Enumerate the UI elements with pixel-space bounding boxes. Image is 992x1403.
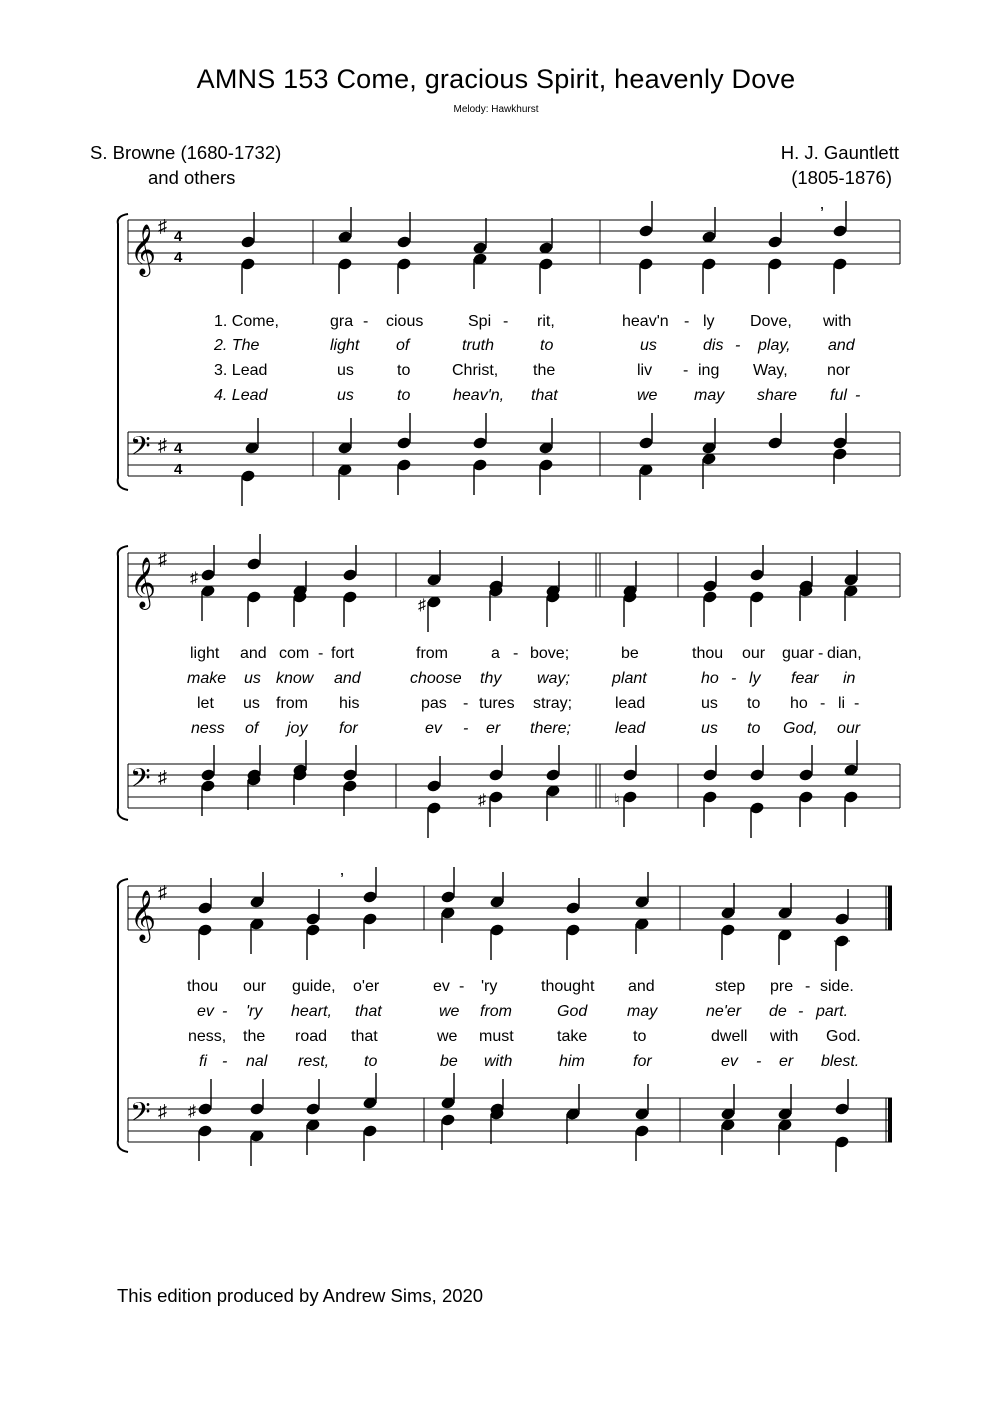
svg-text:ness,: ness,: [188, 1028, 227, 1045]
sharp-icon: ♯: [158, 549, 167, 569]
sharp-icon: ♯: [158, 435, 167, 455]
treble-clef-icon: 𝄞: [130, 224, 157, 275]
sharp-icon: ♯: [158, 767, 167, 787]
svg-text:thou: thou: [692, 645, 724, 662]
bass-clef-icon: 𝄢: [130, 430, 151, 468]
svg-text:'ry: 'ry: [246, 1003, 263, 1020]
svg-text:part.: part.: [816, 1003, 849, 1020]
svg-text:-: -: [683, 362, 689, 379]
svg-text:us: us: [243, 695, 260, 712]
bass-staff: [128, 764, 900, 808]
time-signature-bottom: 4: [174, 461, 183, 478]
svg-text:pre: pre: [770, 978, 794, 995]
svg-text:-: -: [756, 1053, 762, 1070]
svg-text:joy: joy: [287, 720, 308, 737]
svg-text:that: that: [531, 387, 558, 404]
svg-text:may: may: [627, 1003, 658, 1020]
svg-text:liv: liv: [637, 362, 653, 379]
svg-text:2. The: 2. The: [214, 337, 260, 354]
svg-text:tures: tures: [479, 695, 515, 712]
bass-staff: [128, 432, 900, 476]
svg-text:de: de: [769, 1003, 787, 1020]
svg-text:3. Lead: 3. Lead: [214, 362, 268, 379]
svg-text:guar: guar: [782, 645, 815, 662]
svg-text:4. Lead: 4. Lead: [214, 387, 268, 404]
sharp-icon: ♯: [158, 882, 167, 902]
svg-text:from: from: [416, 645, 448, 662]
svg-text:♯: ♯: [188, 1103, 196, 1120]
svg-text:-: -: [805, 978, 811, 995]
svg-text:-: -: [513, 645, 519, 662]
svg-text:nal: nal: [246, 1053, 268, 1070]
svg-text:of: of: [245, 720, 259, 737]
svg-text:♮: ♮: [614, 792, 620, 809]
bass-clef-icon: 𝄢: [130, 762, 151, 800]
svg-text:'ry: 'ry: [481, 978, 498, 995]
svg-text:li: li: [838, 695, 846, 712]
svg-text:-: -: [684, 313, 690, 330]
svg-text:ly: ly: [749, 670, 761, 687]
svg-text:-: -: [855, 387, 861, 404]
svg-text:guide,: guide,: [292, 978, 336, 995]
time-signature-top: 4: [174, 440, 183, 457]
svg-text:us: us: [701, 720, 718, 737]
verse-3-line-1: [214, 362, 851, 379]
verse-4-line-3: [199, 1053, 859, 1070]
svg-text:of: of: [396, 337, 410, 354]
svg-text:ev: ev: [433, 978, 450, 995]
svg-text:stray;: stray;: [533, 695, 573, 712]
svg-text:er: er: [779, 1053, 794, 1070]
grand-staff-brace: [118, 546, 128, 820]
music-system-2: [0, 538, 992, 828]
time-signature-bottom: 4: [174, 249, 183, 266]
svg-text:God,: God,: [783, 720, 818, 737]
grand-staff-brace: [118, 879, 128, 1152]
svg-text:-: -: [503, 313, 509, 330]
svg-text:our: our: [742, 645, 766, 662]
svg-text:us: us: [244, 670, 261, 687]
svg-text:dwell: dwell: [711, 1028, 748, 1045]
svg-text:and: and: [628, 978, 655, 995]
svg-text:in: in: [843, 670, 856, 687]
svg-text:dis: dis: [703, 337, 724, 354]
svg-text:God: God: [557, 1003, 588, 1020]
svg-text:-: -: [222, 1053, 228, 1070]
svg-text:pas: pas: [421, 695, 447, 712]
verse-1-line-3: [187, 978, 854, 995]
svg-text:way;: way;: [537, 670, 570, 687]
treble-staff: [128, 553, 900, 597]
svg-text:-: -: [820, 695, 826, 712]
svg-text:-: -: [854, 695, 860, 712]
svg-text:with: with: [484, 1053, 513, 1070]
svg-text:take: take: [557, 1028, 588, 1045]
bass-clef-icon: 𝄢: [130, 1096, 151, 1134]
hymn-title: AMNS 153 Come, gracious Spirit, heavenly Dove: [196, 64, 796, 94]
svg-text:that: that: [351, 1028, 378, 1045]
svg-text:may: may: [694, 387, 725, 404]
verse-1-line-1: [214, 313, 851, 330]
svg-text:and: and: [828, 337, 855, 354]
svg-text:ev: ev: [425, 720, 442, 737]
bass-staff: [128, 1098, 892, 1142]
svg-text:rest,: rest,: [298, 1053, 330, 1070]
svg-text:our: our: [837, 720, 861, 737]
svg-text:ho: ho: [790, 695, 808, 712]
svg-text:fear: fear: [791, 670, 819, 687]
sharp-icon: ♯: [158, 1101, 167, 1121]
svg-text:us: us: [337, 387, 354, 404]
melody-name: Melody: Hawkhurst: [453, 104, 539, 115]
words-author-others: and others: [148, 167, 236, 188]
svg-text:ing: ing: [698, 362, 720, 379]
svg-text:o'er: o'er: [353, 978, 380, 995]
svg-text:com: com: [279, 645, 310, 662]
svg-text:light: light: [190, 645, 220, 662]
svg-text:with: with: [770, 1028, 799, 1045]
svg-text:him: him: [559, 1053, 585, 1070]
svg-text:must: must: [479, 1028, 514, 1045]
svg-text:to: to: [397, 362, 411, 379]
svg-text:our: our: [243, 978, 267, 995]
verse-2-line-1: [213, 337, 856, 354]
svg-text:-: -: [735, 337, 741, 354]
svg-text:Spi: Spi: [468, 313, 492, 330]
svg-text:-: -: [463, 695, 469, 712]
verse-2-line-2: [187, 670, 856, 687]
svg-text:fort: fort: [331, 645, 355, 662]
svg-text:and: and: [334, 670, 361, 687]
svg-text:let: let: [197, 695, 214, 712]
svg-text:to: to: [540, 337, 554, 354]
svg-text:we: we: [439, 1003, 460, 1020]
svg-text:fi: fi: [199, 1053, 207, 1070]
svg-text:blest.: blest.: [821, 1053, 860, 1070]
svg-text:play,: play,: [758, 337, 791, 354]
svg-text:step: step: [715, 978, 746, 995]
svg-text:ho: ho: [701, 670, 719, 687]
svg-text:-: -: [818, 645, 824, 662]
svg-text:share: share: [757, 387, 798, 404]
bass-notes: [188, 1073, 849, 1172]
svg-text:ly: ly: [703, 313, 715, 330]
svg-text:♯: ♯: [418, 597, 426, 614]
svg-text:truth: truth: [462, 337, 495, 354]
svg-text:make: make: [187, 670, 227, 687]
svg-text:plant: plant: [612, 670, 647, 687]
svg-text:gra: gra: [330, 313, 354, 330]
svg-text:we: we: [437, 1028, 458, 1045]
words-author: S. Browne (1680-1732): [90, 142, 282, 163]
svg-text:thy: thy: [480, 670, 502, 687]
svg-text:to: to: [633, 1028, 647, 1045]
bass-notes: [201, 740, 858, 838]
bass-notes: [241, 413, 847, 506]
svg-text:ness: ness: [191, 720, 225, 737]
svg-text:road: road: [295, 1028, 328, 1045]
grand-staff-brace: [118, 214, 128, 490]
svg-text:we: we: [637, 387, 658, 404]
svg-text:for: for: [633, 1053, 652, 1070]
svg-text:us: us: [640, 337, 657, 354]
edition-credit: This edition produced by Andrew Sims, 2020: [117, 1285, 484, 1306]
treble-notes: [190, 534, 858, 632]
svg-text:ful: ful: [830, 387, 847, 404]
svg-text:that: that: [355, 1003, 382, 1020]
svg-text:-: -: [318, 645, 324, 662]
svg-text:lead: lead: [615, 720, 646, 737]
svg-text:choose: choose: [410, 670, 462, 687]
svg-text:the: the: [243, 1028, 266, 1045]
svg-text:heav'n,: heav'n,: [453, 387, 505, 404]
verse-3-line-2: [197, 695, 859, 712]
svg-text:-: -: [731, 670, 737, 687]
treble-clef-icon: 𝄞: [130, 557, 157, 608]
svg-text:side.: side.: [820, 978, 854, 995]
treble-notes: [241, 201, 847, 294]
svg-text:there;: there;: [530, 720, 571, 737]
svg-text:from: from: [480, 1003, 512, 1020]
music-composer-dates: (1805-1876): [791, 167, 892, 188]
svg-text:’: ’: [820, 204, 824, 224]
sharp-icon: ♯: [158, 216, 167, 236]
svg-text:thou: thou: [187, 978, 219, 995]
svg-text:rit,: rit,: [537, 313, 555, 330]
svg-text:-: -: [222, 1003, 228, 1020]
svg-text:-: -: [459, 978, 465, 995]
svg-text:♯: ♯: [478, 792, 486, 809]
svg-text:nor: nor: [827, 362, 851, 379]
svg-text:for: for: [339, 720, 358, 737]
verse-4-line-1: [214, 387, 860, 404]
svg-text:and: and: [240, 645, 267, 662]
svg-text:ne'er: ne'er: [706, 1003, 742, 1020]
svg-text:God.: God.: [826, 1028, 861, 1045]
verse-1-line-2: [190, 645, 862, 662]
svg-text:er: er: [486, 720, 501, 737]
music-composer: H. J. Gauntlett: [780, 142, 899, 163]
svg-text:-: -: [798, 1003, 804, 1020]
svg-text:’: ’: [340, 870, 344, 890]
svg-text:to: to: [747, 695, 761, 712]
svg-text:lead: lead: [615, 695, 646, 712]
svg-text:to: to: [397, 387, 411, 404]
svg-text:ev: ev: [721, 1053, 738, 1070]
svg-text:with: with: [823, 313, 852, 330]
verse-4-line-2: [191, 720, 861, 737]
music-system-1: [0, 205, 992, 505]
svg-text:Way,: Way,: [753, 362, 788, 379]
svg-text:light: light: [330, 337, 360, 354]
svg-text:thought: thought: [541, 978, 595, 995]
svg-text:be: be: [621, 645, 639, 662]
svg-text:heav'n: heav'n: [622, 313, 669, 330]
svg-text:a: a: [491, 645, 500, 662]
treble-clef-icon: 𝄞: [130, 890, 157, 941]
svg-text:cious: cious: [386, 313, 424, 330]
music-system-3: [0, 870, 992, 1160]
svg-text:to: to: [364, 1053, 378, 1070]
svg-text:1. Come,: 1. Come,: [214, 313, 279, 330]
svg-text:from: from: [276, 695, 308, 712]
svg-text:be: be: [440, 1053, 458, 1070]
svg-text:us: us: [337, 362, 354, 379]
svg-text:dian,: dian,: [827, 645, 862, 662]
svg-text:-: -: [463, 720, 469, 737]
svg-text:to: to: [747, 720, 761, 737]
svg-text:heart,: heart,: [291, 1003, 332, 1020]
svg-text:bove;: bove;: [530, 645, 570, 662]
svg-text:know: know: [276, 670, 314, 687]
svg-text:us: us: [701, 695, 718, 712]
svg-text:ev: ev: [197, 1003, 214, 1020]
svg-text:Christ,: Christ,: [452, 362, 499, 379]
svg-text:his: his: [339, 695, 360, 712]
svg-text:-: -: [363, 313, 369, 330]
svg-text:Dove,: Dove,: [750, 313, 792, 330]
verse-2-line-3: [197, 1003, 848, 1020]
verse-3-line-3: [188, 1028, 861, 1045]
svg-text:♯: ♯: [190, 570, 198, 587]
treble-staff: [128, 886, 892, 930]
svg-text:the: the: [533, 362, 556, 379]
time-signature-top: 4: [174, 228, 183, 245]
